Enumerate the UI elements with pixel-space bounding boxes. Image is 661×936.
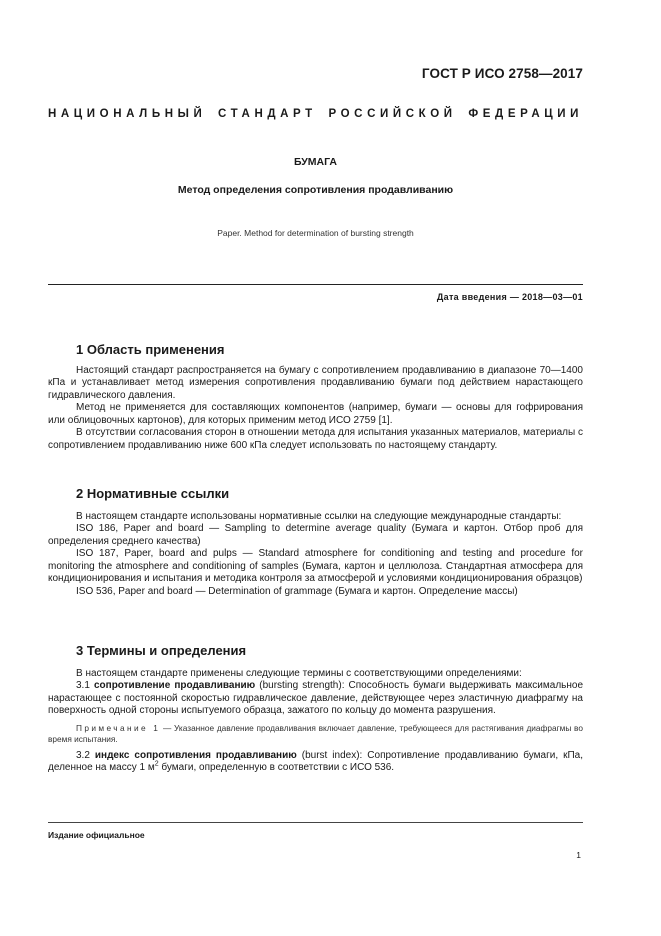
term-definition xyxy=(48,750,583,775)
note xyxy=(48,723,583,745)
standard-code: ГОСТ Р ИСО 2758—2017 xyxy=(421,66,583,81)
footer-divider xyxy=(48,822,583,823)
term-number: 3.2 xyxy=(76,749,90,761)
section-normative-references xyxy=(48,488,583,598)
reference-item: ISO 187, Paper, board and pulps — Standard atmosphere for conditioning and testing and procedure for monitoring the atmosphere and conditioning of samples (Бумага, картон и целлюлоза. Стандартная атмосфера для кондиционирования и испытания и методика контроля за атмосферой и условиями кондиционирования образцов) xyxy=(48,548,583,584)
paragraph: Метод не применяется для составляющих компонентов (например, бумаги — основы для гофрирования или облицовочных картонов), для которых применим метод ИСО 2759 [1]. xyxy=(48,402,583,426)
page-number: 1 xyxy=(576,850,581,860)
note-text: — Указанное давление продавливания включает давление, требующееся для растягивания диафрагмы во время испытания. xyxy=(48,722,583,744)
term-text: бумаги, определенную в соответствии с ИСО 536. xyxy=(158,762,395,773)
section-scope xyxy=(48,344,583,452)
document-subtitle: Метод определения сопротивления продавливанию xyxy=(177,184,454,196)
paragraph: В отсутствии согласования сторон в отношении метода для испытания указанных материалов, материалы с сопротивлением продавливанию ниже 600 кПа следует использовать по настоящему стандарту. xyxy=(48,427,583,451)
note-label: Примечание 1 xyxy=(76,722,161,733)
paragraph: В настоящем стандарте применены следующие термины с соответствующими определениями: xyxy=(76,667,522,679)
section-heading: 1 Область применения xyxy=(76,342,225,357)
document-title: БУМАГА xyxy=(293,156,338,168)
section-terms xyxy=(48,645,583,775)
header-divider xyxy=(48,284,583,285)
term-name: индекс сопротивления продавливанию xyxy=(94,749,297,761)
reference-item: ISO 536, Paper and board — Determination of grammage (Бумага и картон. Определение массы) xyxy=(76,585,518,597)
term-definition xyxy=(48,680,583,718)
reference-item: ISO 186, Paper and board — Sampling to determine average quality (Бумага и картон. Отбор проб для определения среднего качества) xyxy=(48,523,583,547)
official-edition-label: Издание официальное xyxy=(48,830,145,840)
national-standard-heading: НАЦИОНАЛЬНЫЙ СТАНДАРТ РОССИЙСКОЙ ФЕДЕРАЦИИ xyxy=(48,108,583,120)
term-text: (burst index): Сопротивление продавливанию бумаги, кПа, деленное на массу 1 м xyxy=(48,749,583,773)
section-heading: 3 Термины и определения xyxy=(76,643,247,658)
paragraph: Настоящий стандарт распространяется на бумагу с сопротивлением продавливанию в диапазоне 70—1400 кПа и устанавливает метод измерения сопротивления продавливанию бумаги под действием нарастающего гидравлического давления. xyxy=(48,364,583,401)
paragraph: В настоящем стандарте использованы нормативные ссылки на следующие международные стандарты: xyxy=(76,510,562,522)
term-name: сопротивление продавливанию xyxy=(93,680,256,691)
introduction-date: Дата введения — 2018—03—01 xyxy=(436,292,583,302)
english-title: Paper. Method for determination of bursting strength xyxy=(217,228,414,238)
section-heading: 2 Нормативные ссылки xyxy=(76,486,230,501)
term-number: 3.1 xyxy=(76,680,90,691)
term-text: (bursting strength): Способность бумаги выдерживать максимальное нарастающее с постоянной скоростью гидравлическое давление, действующее через эластичную диафрагму на поверхность одной стороны испытуемого образца, зажатого по кольцу до момента разрушения. xyxy=(48,680,584,716)
superscript: 2 xyxy=(154,760,159,768)
